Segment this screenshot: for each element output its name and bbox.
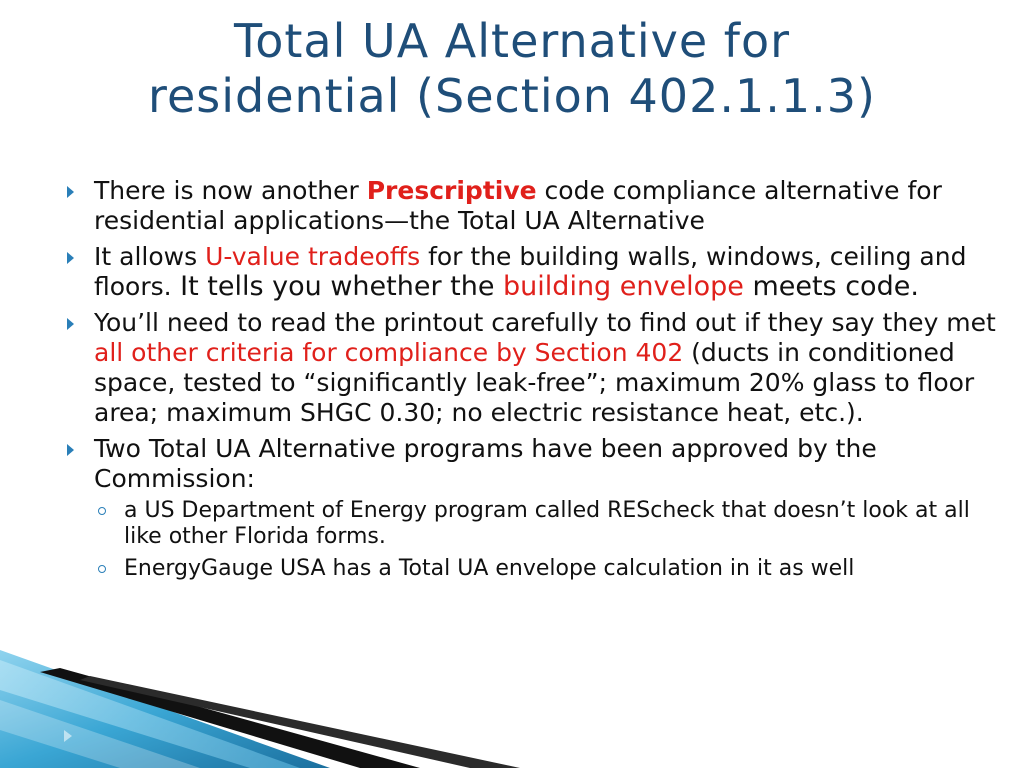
bullet-text: Two Total UA Alternative programs have been approved by the Commission: [94, 434, 877, 493]
bullet-text: You’ll need to read the printout carefully to find out if they say they met [94, 308, 996, 337]
triangle-bullet-icon [67, 318, 74, 330]
bullet-text: It tells you whether the [171, 271, 504, 302]
bullet-highlight: all other criteria for compliance by Section 402 [94, 338, 684, 367]
bullet-text: There is now another [94, 176, 367, 205]
triangle-bullet-icon [67, 252, 74, 264]
bullet-item [58, 242, 1008, 302]
bullet-highlight: U-value tradeoffs [205, 242, 421, 271]
bullet-text: (ducts in conditioned space, tested to “significantly leak-free”; maximum 20% glass to floor area; maximum SHGC 0.30; no electric resistance heat, etc.). [94, 338, 975, 427]
circle-bullet-icon [98, 507, 106, 515]
sub-bullet-item [94, 556, 1008, 582]
bullet-text: It allows [94, 242, 206, 271]
sub-bullet-item [94, 498, 1008, 550]
bullet-list [58, 176, 1008, 588]
sub-bullet-text: EnergyGauge USA has a Total UA envelope calculation in it as well [124, 556, 855, 581]
play-icon [64, 730, 72, 742]
bullet-highlight: building envelope [503, 271, 744, 302]
sub-bullet-text: a US Department of Energy program called REScheck that doesn’t look at all like other Florida forms. [124, 498, 970, 549]
bullet-text: for the building walls, windows, ceiling and floors. [94, 242, 967, 301]
triangle-bullet-icon [67, 186, 74, 198]
title-line-2: residential (Section 402.1.1.3) [148, 69, 876, 123]
bullet-item [58, 176, 1008, 236]
bullet-text: code compliance alternative for residential applications—the Total UA Alternative [94, 176, 942, 235]
triangle-bullet-icon [67, 444, 74, 456]
slide-title [0, 14, 1024, 124]
circle-bullet-icon [98, 565, 106, 573]
bullet-text: meets code. [743, 271, 919, 302]
bullet-item [58, 308, 1008, 428]
bullet-highlight: Prescriptive [366, 176, 537, 205]
bullet-item [58, 434, 1008, 582]
sub-bullet-list [94, 498, 1008, 582]
title-line-1: Total UA Alternative for [233, 14, 791, 68]
